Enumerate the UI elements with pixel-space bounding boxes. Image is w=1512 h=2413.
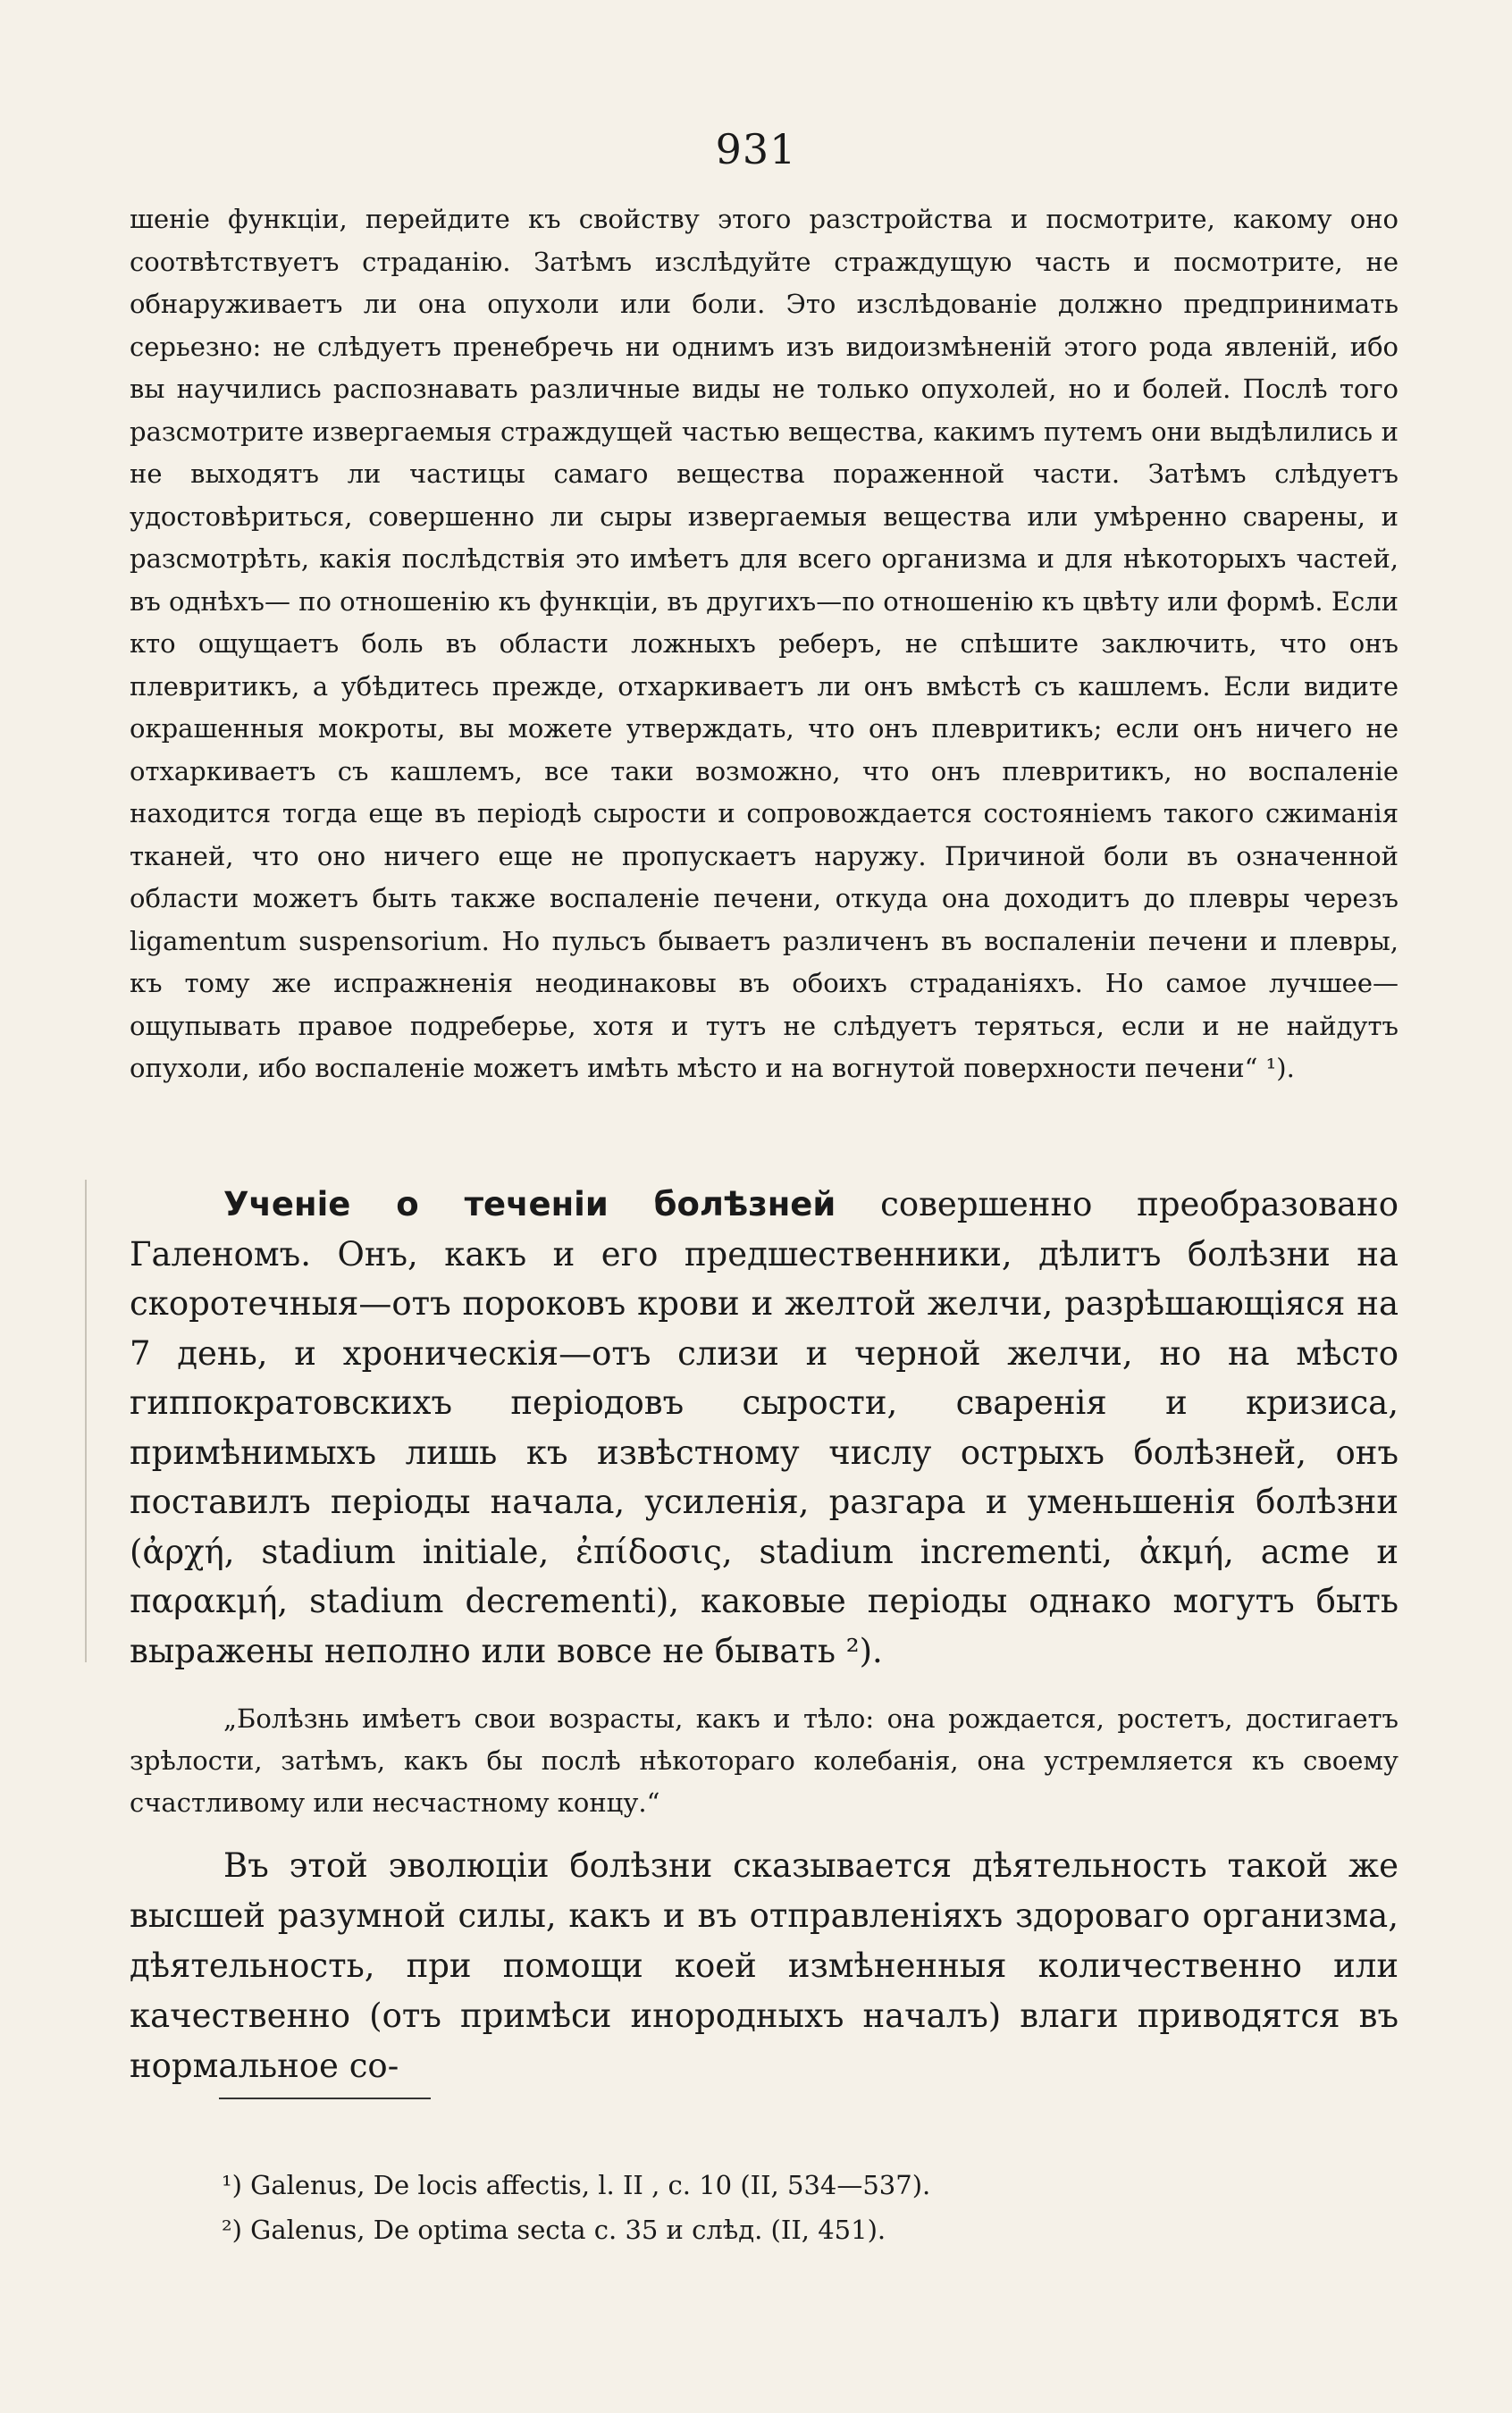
- quoted-paragraph: шеніе функціи, перейдите къ свойству этого разстройства и посмотрите, какому оно соотвѣтствуетъ страданію. Затѣмъ изслѣдуйте страждущую часть и посмотрите, не обнаруживаетъ ли она опухоли или боли. Это изслѣдованіе должно предпринимать серьезно: не слѣдуетъ пренебречь ни однимъ изъ видоизмѣненій этого рода явленій, ибо вы научились распознавать различные виды не только опухолей, но и болей. Послѣ того разсмотрите извергаемыя страждущей частью вещества, какимъ путемъ они выдѣлились и не выходятъ ли частицы самаго вещества пораженной части. Затѣмъ слѣдуетъ удостовѣриться, совершенно ли сыры извергаемыя вещества или умѣренно сварены, и разсмотрѣть, какія послѣдствія это имѣетъ для всего организма и для нѣкоторыхъ частей, въ однѣхъ— по отношенію къ функціи, въ другихъ—по отношенію къ цвѣту или формѣ. Если кто ощущаетъ боль въ области ложныхъ реберъ, не спѣшите заключить, что онъ плевритикъ, а убѣдитесь прежде, отхаркиваетъ ли онъ вмѣстѣ съ кашлемъ. Если видите окрашенныя мокроты, вы можете утверждать, что онъ плевритикъ; если онъ ничего не отхаркиваетъ съ кашлемъ, все таки возможно, что онъ плевритикъ, но воспаленіе находится тогда еще въ періодѣ сырости и сопровождается состояніемъ такого сжиманія тканей, что оно ничего еще не пропускаетъ наружу. Причиной боли въ означенной области можетъ быть также воспаленіе печени, откуда она доходитъ до плевры черезъ ligamentum suspensorium. Но пульсъ бываетъ различенъ въ воспаленіи печени и плевры, къ тому же испражненія неодинаковы въ обоихъ страданіяхъ. Но самое лучшее—ощупывать правое подреберье, хотя и тутъ не слѣдуетъ теряться, если и не найдутъ опухоли, ибо воспаленіе можетъ имѣть мѣсто и на вогнутой поверхности печени“ ¹).: [130, 204, 1399, 1083]
- main-paragraph-text: совершенно преобразовано Галеномъ. Онъ, какъ и его предшественники, дѣлитъ болѣзни на скоротечныя—отъ пороковъ крови и желтой желчи, разрѣшающіяся на 7 день, и хроническія—отъ слизи и черной желчи, но на мѣсто гиппократовскихъ періодовъ сырости, сваренія и кризиса, примѣнимыхъ лишь къ извѣстному числу острыхъ болѣзней, онъ поставилъ періоды начала, усиленія, разгара и уменьшенія болѣзни (ἀρχή, stadium initiale, ἐπίδοσις, stadium incrementi, ἀκμή, acme и παρακμή, stadium decrementi), каковые періоды однако могутъ быть выражены неполно или вовсе не бывать ²).: [130, 1185, 1399, 1670]
- main-paragraph: [130, 1180, 1399, 1676]
- inner-quotation: „Болѣзнь имѣетъ свои возрасты, какъ и тѣло: она рождается, ростетъ, достигаетъ зрѣлости, затѣмъ, какъ бы послѣ нѣкотораго колебанія, она устремляется къ своему счастливому или несчастному концу.“: [130, 1703, 1399, 1818]
- footnote-divider: [219, 2098, 431, 2099]
- footnotes: [222, 2163, 1383, 2252]
- footnote-1: ¹) Galenus, De locis affectis, l. II , c. 10 (II, 534—537).: [222, 2170, 931, 2200]
- continuation-paragraph: Въ этой эволюціи болѣзни сказывается дѣятельность такой же высшей разумной силы, какъ и въ отправленіяхъ здороваго организма, дѣятельность, при помощи коей измѣненныя количественно или качественно (отъ примѣси инородныхъ началъ) влаги приводятся въ нормальное со-: [130, 1846, 1399, 2085]
- margin-mark: [85, 1180, 87, 1662]
- footnote-2: ²) Galenus, De optima secta c. 35 и слѣд. (II, 451).: [222, 2215, 886, 2245]
- section-lead: Ученіе о теченіи болѣзней: [223, 1185, 836, 1223]
- page-number: 931: [715, 125, 797, 173]
